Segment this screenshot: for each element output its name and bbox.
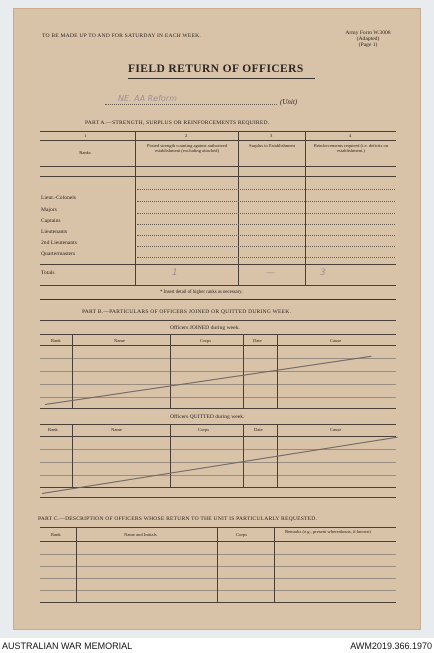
unit-label: (Unit) (280, 98, 298, 106)
footer-institution: AUSTRALIAN WAR MEMORIAL (2, 641, 133, 651)
joined-col-cause: Cause (330, 338, 342, 343)
col-header-reinforcements: Reinforcements required (i.e. deficits on establishment.) (313, 143, 389, 153)
joined-col-divider (277, 334, 278, 408)
part-c-top-rule (40, 527, 396, 528)
quitted-col-divider (170, 424, 171, 487)
quitted-col-rank: Rank (48, 427, 58, 432)
part-c-title: PART C.—DESCRIPTION OF OFFICERS WHOSE RETURN TO THE UNIT IS PARTICULARLY REQUESTED. (38, 516, 318, 522)
handwritten-total-reinforcements: 3 (320, 268, 326, 278)
quitted-col-divider (72, 424, 73, 487)
rank-captains: Captains (41, 218, 61, 224)
part-a-line (137, 224, 395, 225)
part-a-header-rule (40, 166, 396, 167)
joined-row-rule (40, 384, 396, 385)
part-c-col-remarks: Remarks (e.g., present whereabouts, if known) (285, 529, 371, 534)
part-c-row-rule (40, 554, 396, 555)
col-header-surplus: Surplus to Establishment (249, 143, 295, 148)
quitted-col-corps: Corps (198, 427, 209, 432)
quitted-row-rule (40, 462, 396, 463)
joined-top-rule (40, 320, 396, 321)
col-number-4: 4 (349, 133, 352, 138)
joined-col-divider (243, 334, 244, 408)
part-a-title: PART A.—STRENGTH, SURPLUS OR REINFORCEMENTS REQUIRED. (85, 120, 270, 126)
col-header-ranks: Ranks (79, 150, 91, 155)
rank-lieutenants: Lieutenants (41, 229, 68, 235)
rank-lieut-colonels: Lieut.-Colonels (41, 195, 76, 201)
quitted-top-rule (40, 424, 396, 425)
joined-col-rank: Rank (51, 338, 61, 343)
joined-col-date: Date (253, 338, 262, 343)
quitted-row-rule (40, 449, 396, 450)
part-c-bottom-rule (40, 602, 396, 603)
col-number-3: 3 (270, 133, 273, 138)
quitted-header-rule (40, 436, 396, 437)
quitted-col-cause: Cause (330, 427, 342, 432)
part-a-line (137, 189, 395, 190)
joined-col-name: Name (114, 338, 125, 343)
part-a-line (137, 235, 395, 236)
part-a-col-divider-3 (305, 131, 306, 285)
part-c-row-rule (40, 566, 396, 567)
joined-col-divider (170, 334, 171, 408)
part-b-end-rule (40, 497, 396, 498)
col-number-2: 2 (185, 133, 188, 138)
part-a-col-divider-2 (238, 131, 239, 285)
totals-label: Totals (41, 270, 55, 276)
part-a-separator (40, 299, 396, 300)
joined-row-rule (40, 358, 396, 359)
form-number-label: Army Form W.3008 (345, 30, 391, 36)
handwritten-total-posted: 1 (172, 268, 178, 278)
rank-quartermasters: Quartermasters (41, 251, 76, 257)
joined-bottom-rule (40, 408, 396, 409)
title-underline (128, 78, 315, 79)
rank-2nd-lieutenants: 2nd Lieutenants (41, 240, 77, 246)
quitted-col-date: Date (254, 427, 263, 432)
part-c-col-divider (274, 527, 275, 602)
unit-handwritten: NE. AA Reform (118, 94, 177, 103)
form-page-label: (Page 1) (358, 42, 378, 48)
part-c-col-corps: Corps (236, 532, 247, 537)
quitted-bottom-rule (40, 487, 396, 488)
quitted-col-divider (243, 424, 244, 487)
joined-col-corps: Corps (200, 338, 211, 343)
quitted-title: Officers QUITTED during week. (170, 414, 245, 420)
part-c-col-name: Name and Initials (124, 532, 157, 537)
part-c-row-rule (40, 590, 396, 591)
part-a-line (137, 213, 395, 214)
unit-dotted-line (105, 104, 277, 105)
part-c-col-divider (76, 527, 77, 602)
part-a-line (137, 201, 395, 202)
page-title: FIELD RETURN OF OFFICERS (128, 63, 304, 75)
part-c-header-rule (40, 541, 396, 542)
part-c-row-rule (40, 578, 396, 579)
part-c-col-divider (217, 527, 218, 602)
joined-header-rule (40, 345, 396, 346)
form-number (333, 30, 403, 48)
part-a-line (137, 257, 395, 258)
quitted-col-name: Name (111, 427, 122, 432)
form-adapted-label: (Adapted) (356, 36, 380, 42)
joined-row-rule (40, 371, 396, 372)
part-a-row-rule (40, 176, 396, 177)
part-a-col-divider-1 (135, 131, 136, 285)
instruction-text: TO BE MADE UP TO AND FOR SATURDAY IN EACH WEEK. (42, 33, 201, 39)
part-a-footnote: * Insert detail of higher ranks as necessary. (160, 290, 243, 295)
joined-title-rule (40, 334, 396, 335)
part-a-line (137, 246, 395, 247)
quitted-row-rule (40, 475, 396, 476)
part-a-totals-rule (40, 264, 396, 265)
col-number-1: 1 (84, 133, 87, 138)
footer-accession-number: AWM2019.366.1970 (350, 641, 432, 651)
col-header-posted-strength: Posted strength counting against authorized establishment (excluding attached) (146, 143, 228, 153)
joined-col-divider (72, 334, 73, 408)
joined-title: Officers JOINED during week. (170, 325, 240, 331)
part-b-title: PART B.—PARTICULARS OF OFFICERS JOINED OR QUITTED DURING WEEK. (82, 309, 292, 315)
part-a-bottom-rule (40, 285, 396, 286)
part-a-num-rule (40, 140, 396, 141)
handwritten-total-surplus: — (266, 268, 275, 278)
rank-majors: Majors (41, 207, 57, 213)
part-c-col-rank: Rank (51, 532, 61, 537)
part-a-top-rule (40, 131, 396, 132)
